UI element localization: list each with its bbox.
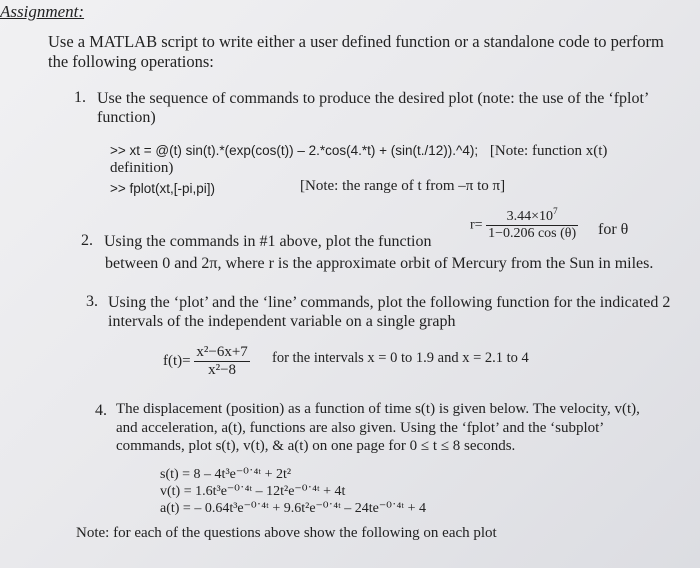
intro-line-1: Use a MATLAB script to write either a user defined function or a standalone code to perform [48,32,664,51]
q3-number: 3. [86,293,98,310]
q1-note-2: [Note: the range of t from –π to π] [300,178,506,194]
q1-note-1: [Note: function x(t) [489,143,608,159]
q3-numerator: x²−6x+7 [196,344,248,360]
q1-number: 1. [74,89,86,106]
q3-f-label: f(t)= [163,353,191,369]
q2-r-label: r= [470,217,483,233]
q2-formula [470,206,578,242]
q2-fraction [486,206,578,242]
q3-formula [163,344,250,379]
final-note: Note: for each of the questions above show the following on each plot [76,525,497,541]
q2-number: 2. [81,232,93,249]
q3-intervals: for the intervals x = 0 to 1.9 and x = 2.1 to 4 [272,350,529,366]
q4-line-1: The displacement (position) as a function of time s(t) is given below. The velocity, v(t), [116,401,640,417]
q2-line-1: Using the commands in #1 above, plot the function [104,233,432,250]
q1-line-2: function) [97,109,156,126]
q4-line-3: commands, plot s(t), v(t), & a(t) on one page for 0 ≤ t ≤ 8 seconds. [116,438,516,454]
q3-line-1: Using the ‘plot’ and the ‘line’ commands, plot the following function for the indicated 2 [108,294,671,311]
q2-line-2: between 0 and 2π, where r is the approximate orbit of Mercury from the Sun in miles. [105,255,654,272]
q1-text [97,89,649,127]
intro-line-2: the following operations: [48,52,214,71]
q4-equations [160,466,426,517]
q3-denominator: x²−8 [208,362,237,378]
q3-text [108,293,670,331]
q1-definition: definition) [110,160,174,176]
q4-line-2: and acceleration, a(t), functions are also given. Using the ‘fplot’ and the ‘subplot’ [116,419,605,436]
q4-eq-a: a(t) = – 0.64t³e⁻⁰˙⁴ᵗ + 9.6t²e⁻⁰˙⁴ᵗ – 24te⁻⁰˙⁴ᵗ + 4 [160,501,426,516]
q4-eq-s: s(t) = 8 – 4t³e⁻⁰˙⁴ᵗ + 2t² [160,467,292,482]
q2-denominator: 1−0.206 cos (θ) [488,226,577,241]
q1-code-2: >> fplot(xt,[-pi,pi]) [110,181,216,196]
q4-text [116,400,640,456]
assignment-title: Assignment: [0,2,85,21]
q3-line-2: intervals of the independent variable on a single graph [108,313,456,330]
q1-code-line-1 [110,142,607,160]
q2-numerator: $3.44\times 10^7$ [486,209,578,226]
q2-for-theta: for θ [598,221,629,238]
q3-fraction [194,344,249,379]
q1-code-1: >> xt = @(t) sin(t).*(exp(cos(t)) – 2.*cos(4.*t) + (sin(t./12)).^4); [110,143,479,158]
q4-eq-v: v(t) = 1.6t³e⁻⁰˙⁴ᵗ – 12t²e⁻⁰˙⁴ᵗ + 4t [160,484,346,499]
q1-line-1: Use the sequence of commands to produce the desired plot (note: the use of the ‘fplot’ [97,90,650,107]
intro-text [48,32,664,72]
q4-number: 4. [95,402,107,419]
